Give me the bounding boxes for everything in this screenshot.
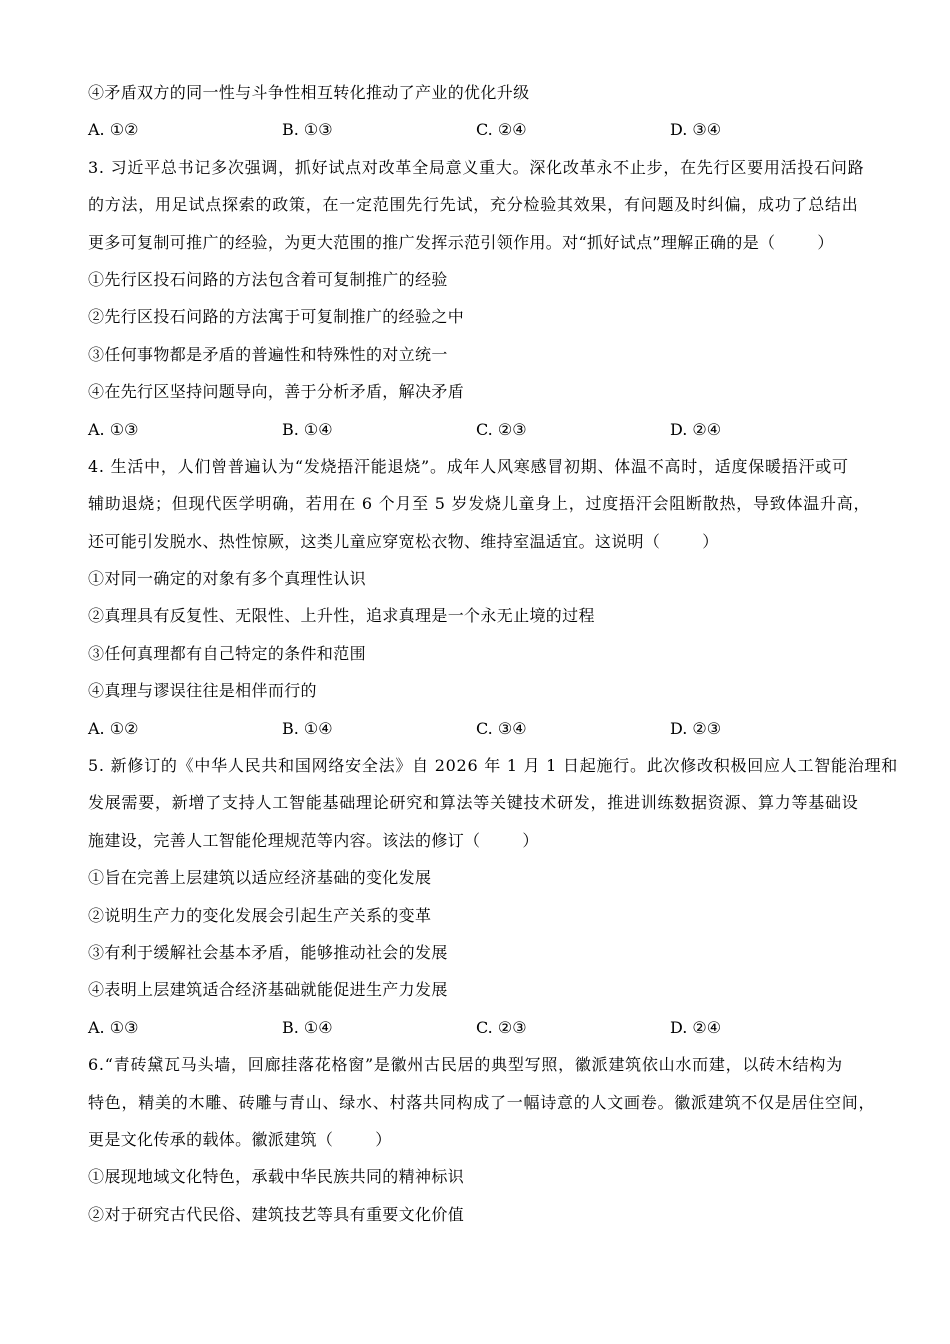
q5-options <box>88 1009 878 1046</box>
q3-stem-line-2: 的方法，用足试点探索的政策，在一定范围先行先试，充分检验其效果，有问题及时纠偏，成功了总结出 <box>88 195 859 215</box>
q6-stem-line-1: 6.“青砖黛瓦马头墙，回廊挂落花格窗”是徽州古民居的典型写照，徽派建筑依山水而建，以砖木结构为 <box>88 1055 843 1075</box>
q3-options <box>88 411 878 448</box>
q4-stem-line-1: 4. 生活中，人们曾普遍认为“发烧捂汗能退烧”。成年人风寒感冒初期、体温不高时，适度保暖捂汗或可 <box>88 456 849 476</box>
q3-stem-text: 更多可复制可推广的经验，为更大范围的推广发挥示范引领作用。对“抓好试点”理解正确的是（ <box>88 232 776 252</box>
q5-item-3: ③有利于缓解社会基本矛盾，能够推动社会的发展 <box>88 942 448 962</box>
q3-option-a[interactable]: A. ①③ <box>88 419 139 439</box>
q2-options <box>88 111 878 148</box>
q4-option-b[interactable]: B. ①④ <box>282 718 333 738</box>
q5-option-a[interactable]: A. ①③ <box>88 1017 139 1037</box>
q3-item-3: ③任何事物都是矛盾的普遍性和特殊性的对立统一 <box>88 344 448 364</box>
q5-item-1: ①旨在完善上层建筑以适应经济基础的变化发展 <box>88 868 432 888</box>
q2-option-d[interactable]: D. ③④ <box>670 120 722 140</box>
q5-option-c[interactable]: C. ②③ <box>476 1017 527 1037</box>
q4-item-1: ①对同一确定的对象有多个真理性认识 <box>88 569 366 589</box>
q4-item-2: ②真理具有反复性、无限性、上升性，追求真理是一个永无止境的过程 <box>88 606 595 626</box>
q2-option-a[interactable]: A. ①② <box>88 120 139 140</box>
q4-stem-close: ） <box>702 531 719 551</box>
q6-item-1: ①展现地域文化特色，承载中华民族共同的精神标识 <box>88 1167 465 1187</box>
q5-item-2: ②说明生产力的变化发展会引起生产关系的变革 <box>88 905 432 925</box>
q4-option-a[interactable]: A. ①② <box>88 718 139 738</box>
q6-stem-text: 更是文化传承的载体。徽派建筑（ <box>88 1129 334 1149</box>
q3-option-c[interactable]: C. ②③ <box>476 419 527 439</box>
q3-option-b[interactable]: B. ①④ <box>282 419 333 439</box>
q4-item-4: ④真理与谬误往往是相伴而行的 <box>88 681 317 701</box>
q4-stem-line-3 <box>88 523 878 560</box>
q5-stem-close: ） <box>522 830 539 850</box>
q4-item-3: ③任何真理都有自己特定的条件和范围 <box>88 643 366 663</box>
q4-stem-text: 还可能引发脱水、热性惊厥，这类儿童应穿宽松衣物、维持室温适宜。这说明（ <box>88 531 661 551</box>
q6-stem-line-3 <box>88 1121 878 1158</box>
q4-option-c[interactable]: C. ③④ <box>476 718 527 738</box>
q3-option-d[interactable]: D. ②④ <box>670 419 722 439</box>
q3-item-2: ②先行区投石问路的方法寓于可复制推广的经验之中 <box>88 307 465 327</box>
q2-option-b[interactable]: B. ①③ <box>282 120 333 140</box>
q3-item-1: ①先行区投石问路的方法包含着可复制推广的经验 <box>88 269 448 289</box>
q3-stem-line-1: 3. 习近平总书记多次强调，抓好试点对改革全局意义重大。深化改革永不止步，在先行区要用活投石问路 <box>88 157 865 177</box>
q2-option-c[interactable]: C. ②④ <box>476 120 527 140</box>
q5-option-d[interactable]: D. ②④ <box>670 1017 722 1037</box>
q5-stem-text: 施建设，完善人工智能伦理规范等内容。该法的修订（ <box>88 830 481 850</box>
q6-stem-line-2: 特色，精美的木雕、砖雕与青山、绿水、村落共同构成了一幅诗意的人文画卷。徽派建筑不仅是居住空间， <box>88 1092 876 1112</box>
q5-option-b[interactable]: B. ①④ <box>282 1017 333 1037</box>
q6-stem-close: ） <box>375 1129 392 1149</box>
q5-stem-line-1: 5. 新修订的《中华人民共和国网络安全法》自 2026 年 1 月 1 日起施行。此次修改积极回应人工智能治理和 <box>88 756 898 776</box>
q5-item-4: ④表明上层建筑适合经济基础就能促进生产力发展 <box>88 980 448 1000</box>
exam-page <box>88 74 898 1233</box>
q5-stem-line-2: 发展需要，新增了支持人工智能基础理论研究和算法等关键技术研发，推进训练数据资源、算力等基础设 <box>88 793 859 813</box>
q3-item-4: ④在先行区坚持问题导向，善于分析矛盾，解决矛盾 <box>88 382 465 402</box>
q5-stem-line-3 <box>88 822 878 859</box>
q4-stem-line-2: 辅助退烧；但现代医学明确，若用在 6 个月至 5 岁发烧儿童身上，过度捂汗会阻断散热，导致体温升高， <box>88 494 871 514</box>
q2-item-4: ④矛盾双方的同一性与斗争性相互转化推动了产业的优化升级 <box>88 83 530 102</box>
q4-option-d[interactable]: D. ②③ <box>670 718 722 738</box>
q3-stem-line-3 <box>88 224 878 261</box>
q4-options <box>88 710 878 747</box>
q6-item-2: ②对于研究古代民俗、建筑技艺等具有重要文化价值 <box>88 1204 465 1224</box>
q3-stem-close: ） <box>817 232 834 252</box>
